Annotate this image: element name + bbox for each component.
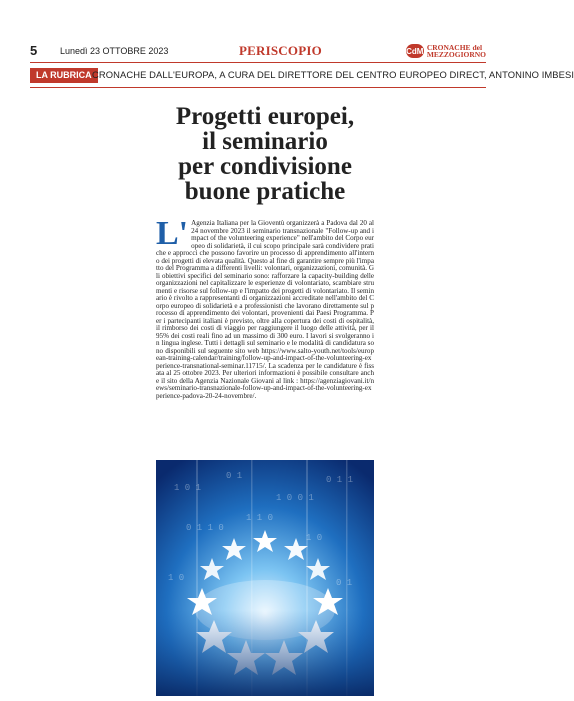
drop-cap: L' [156,215,189,252]
svg-text:1 0 1: 1 0 1 [174,483,202,493]
rubrica-tag: LA RUBRICA [30,68,98,83]
logo-line-2: MEZZOGIORNO [426,50,486,59]
svg-text:1 0 0 1: 1 0 0 1 [276,493,314,503]
rubrica-text: CRONACHE DALL'EUROPA, A CURA DEL DIRETTORE DEL CENTRO EUROPEO DIRECT, ANTONINO IMBESI [92,69,574,80]
title-line: il seminario [202,128,328,155]
svg-text:1 0: 1 0 [306,533,323,543]
svg-text:0 1 1 0: 0 1 1 0 [186,523,224,533]
title-line: Progetti europei, [175,103,355,130]
article-text: Agenzia Italiana per la Gioventù organizzerà a Padova dal 20 al 24 novembre 2023 il seminario transnazionale "Follow-up and impact of the volunteering experience" nell'ambito del Corpo europeo di solidarietà, il cui scopo principale sarà condividere pratiche e approcci che possono favorire un processo di apprendimento all'interno dei progetti di elevata qualità. Questo al fine di garantire sempre più l'impatto del Programma a differenti livelli: volontari, organizzazioni, comunità. Gli obiettivi specifici del seminario sono: rafforzare la capacity-building delle organizzazioni nel capitalizzare le esperienze di volontariato, scambiare strumenti e risorse sul follow-up e l'impatto dei progetti di volontariato. Il seminario è rivolto a rappresentanti di organizzazioni accreditate nell'ambito del Corpo europeo di solidarietà e a professionisti che lavorano direttamente sul processo di apprendimento dei volontari, provenienti dai Paesi Programma. Per i partecipanti italiani è previsto, oltre alla copertura dei costi di ospitalità, il rimborso dei costi di viaggio per raggiungere il luogo delle attività, per il 95% dei costi reali fino ad un massimo di 300 euro. I lavori si svolgeranno in lingua inglese. Tutti i dettagli sul seminario e le modalità di candidatura sono disponibili sul seguente sito web https://www.salto-youth.net/tools/european-training-calendar/training/follow-up-and-impact-of-the-volunteering-experience-transnational-seminar.11715/. La scadenza per le candidature è fissata al 25 ottobre 2023. Per ulteriori informazioni è possibile consultare anche il sito della Agenzia Nazionale Giovani al link : https://agenziagiovani.it/news/seminario-transnazionale-follow-up-and-impact-of-the-volunteering-experience-padova-20-24-novembre/. [156,219,374,400]
article [156,103,374,588]
header-rule [30,62,486,63]
rubrica-rule [30,87,486,88]
article-photo [156,460,374,696]
svg-text:0 1: 0 1 [226,471,243,481]
article-body [156,215,374,400]
svg-text:0 1 1: 0 1 1 [326,475,354,485]
rubrica-bar [30,68,574,84]
svg-text:1 1 0: 1 1 0 [246,513,274,523]
logo-text [427,44,486,58]
page-number: 5 [30,43,38,58]
eu-stars-image [156,460,374,696]
svg-text:0 1: 0 1 [336,578,353,588]
issue-date: Lunedì 23 OTTOBRE 2023 [60,46,169,56]
article-title [156,104,374,204]
title-line: per condivisione [178,153,352,180]
svg-text:1 0: 1 0 [168,573,185,583]
logo-mark-icon: CdM [406,44,424,58]
title-line: buone pratiche [184,178,346,205]
logo-line-1: CRONACHE del [426,43,483,52]
newspaper-logo [406,43,486,59]
section-title: PERISCOPIO [239,43,322,58]
page-header [30,43,486,61]
